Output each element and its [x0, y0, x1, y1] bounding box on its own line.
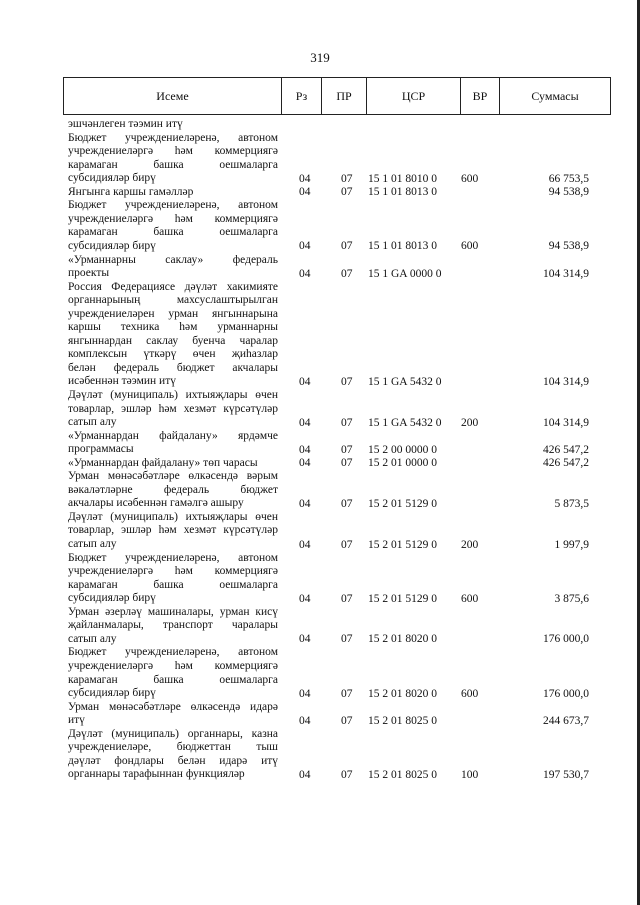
row-name [68, 281, 278, 389]
row-pr: 07 [341, 714, 353, 727]
row-name-line: субсидияләр бирү [68, 592, 156, 605]
row-name-line: карамаган башка оешмаларга [68, 578, 278, 591]
row-csr: 15 1 01 8010 0 [368, 172, 437, 185]
row-rz: 04 [299, 592, 311, 605]
row-pr: 07 [341, 267, 353, 280]
row-pr: 07 [341, 172, 353, 185]
row-name-line: Бюджет учреждениеләренә, автоном [68, 199, 278, 212]
row-csr: 15 1 01 8013 0 [368, 186, 437, 199]
row-name-line: вәкаләтләрне федераль бюджет [68, 483, 278, 496]
row-sum: 426 547,2 [543, 443, 589, 456]
row-sum: 3 875,6 [554, 592, 589, 605]
row-csr: 15 2 01 5129 0 [368, 497, 437, 510]
row-rz: 04 [299, 768, 311, 781]
row-name [68, 606, 278, 647]
row-name-line: эшчәнлеген тәэмин итү [68, 118, 183, 130]
row-rz: 04 [299, 714, 311, 727]
row-pr: 07 [341, 538, 353, 551]
page-number: 319 [310, 50, 330, 65]
row-sum: 104 314,9 [543, 267, 589, 280]
table-row [63, 728, 611, 782]
row-vr: 200 [461, 416, 479, 429]
row-name-line: Урман мөнәсәбәтләре өлкәсендә идарә [68, 700, 278, 713]
header-csr: ЦСР [367, 78, 461, 114]
row-rz: 04 [299, 633, 311, 646]
header-sum: Суммасы [531, 89, 579, 103]
row-name [68, 254, 278, 281]
row-name-line: Дәүләт (муниципаль) органнары, казна [68, 727, 278, 740]
row-name-line: Дәүләт (муниципаль) ихтыяҗлары өчен [68, 389, 278, 401]
row-vr: 600 [461, 687, 479, 700]
table-row [63, 606, 611, 647]
row-name-line: органнары тарафыннан функцияләр [68, 768, 245, 781]
row-sum: 176 000,0 [543, 687, 589, 700]
row-sum: 244 673,7 [543, 714, 589, 727]
row-pr: 07 [341, 592, 353, 605]
row-name-line: Россия Федерациясе дәүләт хакимияте [68, 280, 278, 293]
row-name [68, 199, 278, 253]
row-rz: 04 [299, 538, 311, 551]
table-row [63, 552, 611, 606]
header-vr: ВР [461, 78, 500, 114]
row-name-line: «Урманнарны саклау» федераль [68, 253, 278, 266]
row-csr: 15 1 GA 5432 0 [368, 416, 442, 429]
row-csr: 15 2 01 8020 0 [368, 687, 437, 700]
row-pr: 07 [341, 375, 353, 388]
table-row [63, 457, 611, 471]
table-row [63, 430, 611, 457]
table-row [63, 186, 611, 200]
row-name-line: Бюджет учреждениеләренә, автоном [68, 646, 278, 659]
row-name-line: итү [68, 714, 85, 727]
row-pr: 07 [341, 768, 353, 781]
row-name-line: Янгынга каршы гамәлләр [68, 185, 194, 198]
row-sum: 1 997,9 [554, 538, 589, 551]
row-name-line: проекты [68, 267, 110, 280]
table-row [63, 132, 611, 186]
row-name-line: дәүләт фондлары белән идарә итү [68, 754, 278, 767]
row-name-line: учреждениеләргә һәм коммерциягә [68, 145, 278, 158]
row-csr: 15 1 GA 5432 0 [368, 375, 442, 388]
row-sum: 197 530,7 [543, 768, 589, 781]
table-row [63, 281, 611, 389]
row-name-line: карамаган башка оешмаларга [68, 226, 278, 239]
row-rz: 04 [299, 443, 311, 456]
row-name-line: карамаган башка оешмаларга [68, 673, 278, 686]
row-name-line: товарлар, эшләр һәм хезмәт күрсәтүләр [68, 402, 278, 415]
row-csr: 15 1 GA 0000 0 [368, 267, 442, 280]
row-name-line: учреждениеләрен урман янгыннарына [68, 307, 278, 320]
row-rz: 04 [299, 186, 311, 199]
row-name-line: Урман әзерләү машиналары, урман кисү [68, 605, 278, 618]
row-pr: 07 [341, 633, 353, 646]
table-row [63, 701, 611, 728]
row-vr: 600 [461, 592, 479, 605]
row-sum: 176 000,0 [543, 633, 589, 646]
row-name-line: субсидияләр бирү [68, 172, 156, 185]
row-pr: 07 [341, 687, 353, 700]
table-row [63, 511, 611, 552]
row-csr: 15 2 01 8025 0 [368, 714, 437, 727]
row-name-line: субсидияләр бирү [68, 239, 156, 252]
row-name-line: Бюджет учреждениеләренә, автоном [68, 131, 278, 144]
row-name [68, 701, 278, 728]
row-rz: 04 [299, 240, 311, 253]
row-name-line: учреждениеләре, бюджеттан тыш [68, 741, 278, 754]
table-row [63, 118, 611, 132]
table-row [63, 389, 611, 430]
row-sum: 426 547,2 [543, 457, 589, 470]
table-row [63, 254, 611, 281]
row-name-line: исәбеннән тәэмин итү [68, 375, 176, 388]
row-name-line: җайланмалары, транспорт чаралары [68, 619, 278, 632]
row-csr: 15 1 01 8013 0 [368, 240, 437, 253]
row-csr: 15 2 01 8025 0 [368, 768, 437, 781]
row-name-line: сатып алу [68, 538, 117, 551]
row-name-line: янгыннардан саклау буенча чаралар [68, 334, 278, 347]
row-name [68, 552, 278, 606]
row-name-line: акчалары исәбеннән гамәлгә ашыру [68, 497, 244, 510]
row-name-line: Урман мөнәсәбәтләре өлкәсендә вәрым [68, 470, 278, 483]
row-name [68, 457, 278, 471]
row-rz: 04 [299, 375, 311, 388]
row-name-line: сатып алу [68, 632, 117, 645]
row-rz: 04 [299, 416, 311, 429]
table-header [63, 77, 611, 115]
row-csr: 15 2 01 0000 0 [368, 457, 437, 470]
row-name [68, 186, 278, 200]
row-sum: 94 538,9 [548, 240, 589, 253]
header-pr: ПР [322, 78, 367, 114]
row-csr: 15 2 00 0000 0 [368, 443, 437, 456]
row-sum: 66 753,5 [548, 172, 589, 185]
row-sum: 5 873,5 [554, 497, 589, 510]
header-rz: Рз [282, 78, 322, 114]
row-name-line: Бюджет учреждениеләренә, автоном [68, 551, 278, 564]
row-pr: 07 [341, 240, 353, 253]
row-vr: 600 [461, 240, 479, 253]
row-name-line: сатып алу [68, 416, 117, 429]
row-name-line: программасы [68, 443, 134, 456]
row-pr: 07 [341, 457, 353, 470]
row-name-line: органнарының махсуслаштырылган [68, 294, 278, 307]
row-name-line: комплексын үткәрү өчен җиһазлар [68, 348, 278, 361]
row-name-line: учреждениеләргә һәм коммерциягә [68, 565, 278, 578]
row-rz: 04 [299, 497, 311, 510]
row-vr: 100 [461, 768, 479, 781]
row-pr: 07 [341, 186, 353, 199]
row-name-line: субсидияләр бирү [68, 687, 156, 700]
row-csr: 15 2 01 5129 0 [368, 538, 437, 551]
row-name [68, 470, 278, 511]
row-sum: 104 314,9 [543, 375, 589, 388]
row-name-line: белән федераль бюджет акчалары [68, 361, 278, 374]
table-row [63, 199, 611, 253]
row-pr: 07 [341, 443, 353, 456]
row-name [68, 511, 278, 552]
table-row [63, 470, 611, 511]
row-name [68, 389, 278, 430]
row-sum: 94 538,9 [548, 186, 589, 199]
row-rz: 04 [299, 172, 311, 185]
row-name [68, 132, 278, 186]
row-pr: 07 [341, 497, 353, 510]
row-name-line: «Урманнардан файдалану» төп чарасы [68, 456, 258, 469]
row-rz: 04 [299, 457, 311, 470]
row-name [68, 118, 278, 132]
row-name-line: учреждениеләргә һәм коммерциягә [68, 659, 278, 672]
row-pr: 07 [341, 416, 353, 429]
row-vr: 600 [461, 172, 479, 185]
row-name [68, 430, 278, 457]
row-name-line: Дәүләт (муниципаль) ихтыяҗлары өчен [68, 510, 278, 523]
row-rz: 04 [299, 687, 311, 700]
row-name [68, 728, 278, 782]
row-rz: 04 [299, 267, 311, 280]
row-name-line: карамаган башка оешмаларга [68, 158, 278, 171]
row-csr: 15 2 01 8020 0 [368, 633, 437, 646]
row-csr: 15 2 01 5129 0 [368, 592, 437, 605]
row-name-line: товарлар, эшләр һәм хезмәт күрсәтүләр [68, 524, 278, 537]
row-name-line: «Урманнардан файдалану» ярдәмче [68, 429, 278, 442]
row-name-line: каршы техника һәм урманнарны [68, 321, 278, 334]
row-sum: 104 314,9 [543, 416, 589, 429]
row-vr: 200 [461, 538, 479, 551]
table-row [63, 646, 611, 700]
header-name: Исеме [64, 78, 282, 114]
row-name-line: учреждениеләргә һәм коммерциягә [68, 212, 278, 225]
row-name [68, 646, 278, 700]
